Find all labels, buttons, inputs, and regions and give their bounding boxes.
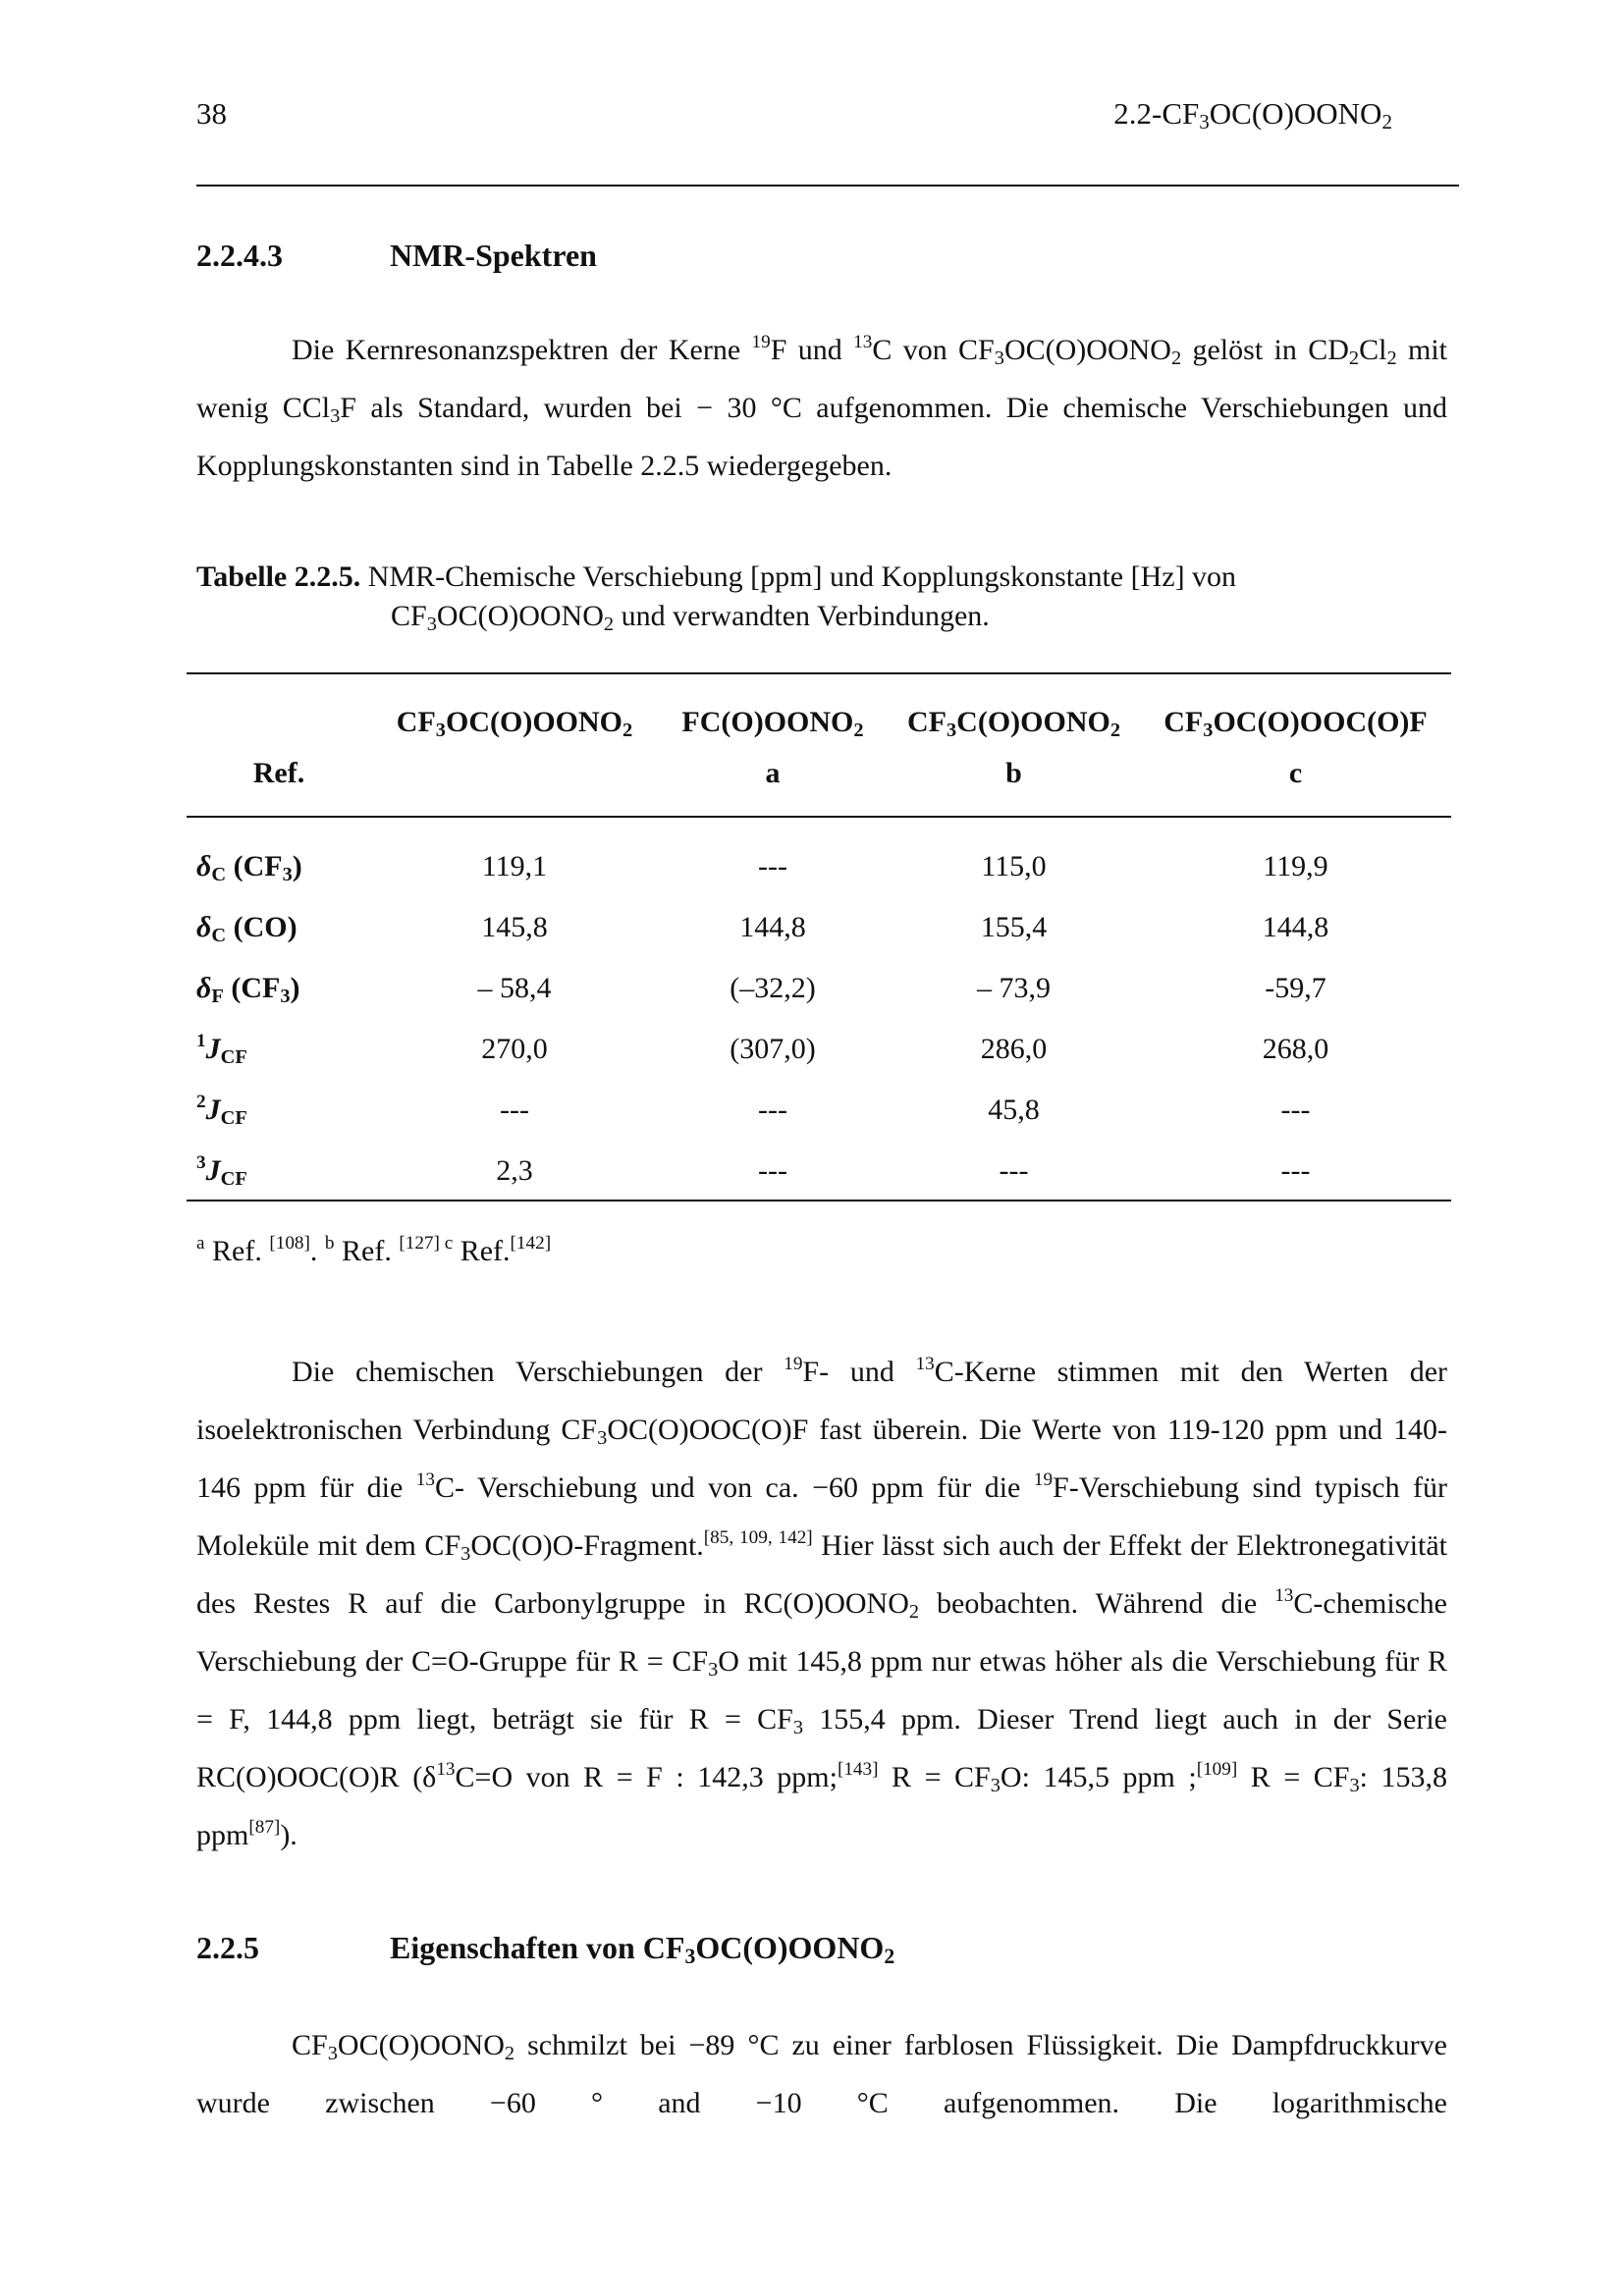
table-cell: 119,1 (481, 850, 548, 882)
table-cell: --- (999, 1154, 1029, 1187)
column-header: $FC(O)OONO_2$ (681, 706, 864, 741)
table-top-rule (187, 672, 1451, 674)
ref-cell: b (1005, 757, 1022, 789)
section-number-props: 2.2.5 (196, 1930, 259, 1965)
table-cell: 144,8 (739, 911, 806, 943)
table-row (187, 897, 1451, 958)
table-row (187, 1141, 1451, 1201)
table-cell: – 58,4 (477, 972, 552, 1004)
section-number-nmr: 2.2.4.3 (196, 238, 283, 273)
row-label: $^1J_{CF}$ (196, 1031, 247, 1068)
section-title-props: Eigenschaften von $CF_3OC(O)OONO_2$ (390, 1930, 895, 1969)
ref-cell (371, 748, 658, 799)
table-cell: --- (758, 1154, 787, 1187)
table-mid-rule (187, 816, 1451, 818)
table-cell: 286,0 (980, 1033, 1048, 1065)
table-cell: 145,8 (481, 911, 548, 943)
row-label: $^2J_{CF}$ (196, 1092, 247, 1129)
table-caption-label: Tabelle 2.2.5. (196, 561, 361, 593)
paragraph-intro-text: Die Kernresonanzspektren der Kerne $^{19}$F und $^{13}$C von $CF_3OC(O)OONO_2$ gelöst in $CD_2Cl_2$ mit wenig CCl$_3$F als Standard, wurden bei − 30 °C aufgenommen. Die chemische Verschiebungen und Kopplungskonstanten sind in Tabelle 2.2.5 wiedergegeben. (196, 332, 1448, 482)
column-header: $CF_3OC(O)OOC(O)F$ (1163, 706, 1428, 741)
table-cell: (307,0) (730, 1033, 816, 1065)
paragraph-properties (196, 2016, 1447, 2132)
table-cell: --- (1280, 1154, 1311, 1187)
table-caption (196, 558, 1473, 636)
table-footnote: $^a$ Ref. [108]. $^b$ Ref. $^{[127] c}$ Ref.[142] (196, 1233, 552, 1267)
table-cell: --- (1280, 1094, 1311, 1126)
running-title: $2.2-CF_3OC(O)OONO_2$ (1113, 96, 1392, 134)
table-row (187, 958, 1451, 1019)
table-cell: 155,4 (980, 911, 1048, 943)
column-header: $CF_3OC(O)OONO_2$ (396, 706, 633, 741)
row-label: $^3J_{CF}$ (196, 1152, 247, 1190)
table-cell: -59,7 (1265, 972, 1326, 1004)
table-cell: 270,0 (481, 1033, 548, 1065)
table-cell: (–32,2) (730, 972, 816, 1004)
paragraph-discussion (196, 1343, 1447, 1864)
table-cell: --- (758, 1094, 787, 1126)
table-cell: 144,8 (1262, 911, 1329, 943)
table-body (187, 836, 1451, 1201)
row-label: $\delta_F$ $(CF_3)$ (196, 972, 300, 1007)
table-bottom-rule (187, 1200, 1451, 1201)
row-label: $\delta_C$ (CO) (196, 911, 298, 946)
header-rule (196, 185, 1459, 187)
table-row (187, 836, 1451, 897)
paragraph-properties-text: $CF_3OC(O)OONO_2$ schmilzt bei −89 °C zu einer farblosen Flüssigkeit. Die Dampfdruckkurve wurde zwischen −60 ° and −10 °C aufgenommen. Die logarithmische (196, 2029, 1447, 2119)
ref-label: Ref. (252, 757, 305, 789)
table-cell: 268,0 (1262, 1033, 1329, 1065)
table-cell: – 73,9 (977, 972, 1051, 1004)
paragraph-discussion-text: Die chemischen Verschiebungen der $^{19}$F- und $^{13}$C-Kerne stimmen mit den Werten der isoelektronischen Verbindung $CF_3OC(O)OOC(O)F$ fast überein. Die Werte von 119-120 ppm und 140-146 ppm für die $^{13}$C- Verschiebung und von ca. −60 ppm für die $^{19}$F-Verschiebung sind typisch für Moleküle mit dem $CF_3OC(O)O-Fragment.[85, 109, 142]$ Hier lässt sich auch der Effekt der Elektronegativität des Restes R auf die Carbonylgruppe in $RC(O)OONO_2$ beobachten. Während die $^{13}$C-chemische Verschiebung der C=O-Gruppe für $R = CF_3O$ mit 145,8 ppm nur etwas höher als die Verschiebung für R = F, 144,8 ppm liegt, beträgt sie für $R = CF_3$ 155,4 ppm. Dieser Trend liegt auch in der Serie RC(O)OOC(O)R ($\delta^{13}C=O$ von R = F : 142,3 ppm;[143] $R = CF_3O$: 145,5 ppm ;[109] $R = CF_3$: 153,8 ppm[87]). (196, 1354, 1448, 1851)
table-cell: 45,8 (988, 1094, 1040, 1126)
table-row (187, 1019, 1451, 1080)
table-caption-line1: NMR-Chemische Verschiebung [ppm] und Kopplungskonstante [Hz] von (360, 561, 1237, 593)
section-title-nmr: NMR-Spektren (390, 238, 597, 273)
paragraph-intro (196, 321, 1447, 495)
page-number: 38 (196, 96, 227, 131)
table-caption-line2: $CF_3OC(O)OONO_2$ und verwandten Verbindungen. (391, 600, 990, 635)
ref-cell: a (765, 757, 781, 789)
table-cell: --- (500, 1094, 529, 1126)
table-row (187, 1080, 1451, 1141)
table-cell: 2,3 (496, 1154, 533, 1187)
table-header (187, 697, 1451, 799)
row-label: $\delta_C$ $(CF_3)$ (196, 850, 302, 885)
table-cell: 115,0 (981, 850, 1047, 882)
table-cell: 119,9 (1263, 850, 1328, 882)
ref-cell: c (1288, 757, 1303, 789)
column-header: $CF_3C(O)OONO_2$ (906, 706, 1121, 741)
table-cell: --- (758, 850, 787, 882)
